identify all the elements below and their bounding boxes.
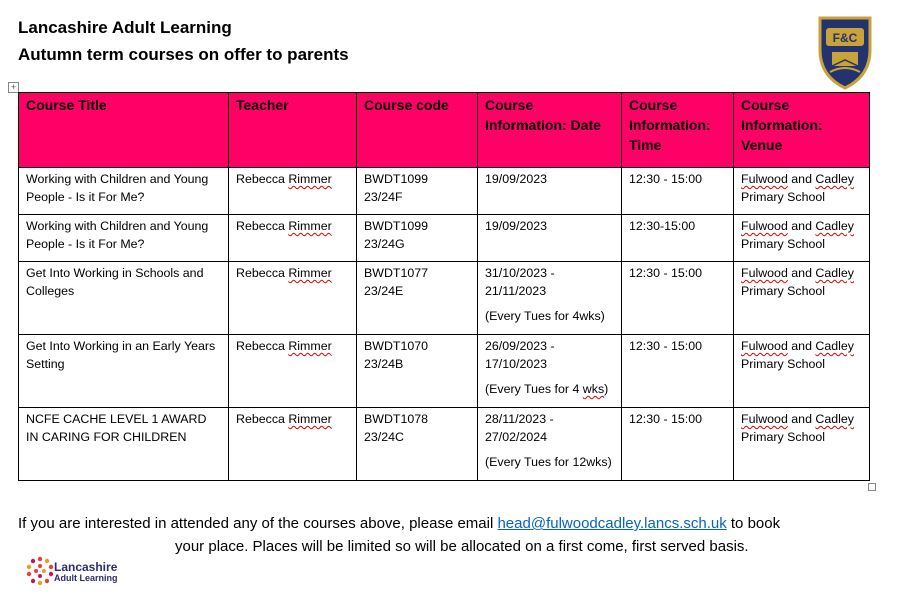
logo-wordmark (54, 562, 118, 584)
cell-course-title: Working with Children and Young People - Is it For Me? (19, 168, 229, 215)
cell-date (478, 408, 622, 481)
cell-venue (734, 215, 870, 262)
date-note-weeks: wks (582, 382, 605, 396)
table-row (19, 168, 870, 215)
venue-part: Primary School (741, 190, 826, 204)
cell-venue (734, 262, 870, 335)
document-subtitle: Autumn term courses on offer to parents (18, 45, 349, 64)
cell-course-code: BWDT1078 23/24C (357, 408, 478, 481)
cell-teacher (229, 335, 357, 408)
teacher-last-name: Rimmer (288, 219, 332, 233)
footer-note (18, 512, 884, 558)
venue-part: Cadley (815, 172, 854, 186)
cell-time: 12:30-15:00 (622, 215, 734, 262)
table-row (19, 215, 870, 262)
footer-text: to book (726, 515, 781, 532)
cell-time: 12:30 - 15:00 (622, 262, 734, 335)
cell-teacher (229, 215, 357, 262)
footer-text-line2: your place. Places will be limited so will be allocated on a first come, first served basis. (175, 538, 749, 555)
header-teacher: Teacher (229, 93, 357, 168)
venue-part: Fulwood (741, 339, 788, 353)
venue-part: Primary School (741, 237, 826, 251)
crest-lettering: F&C (832, 31, 858, 45)
cell-time: 12:30 - 15:00 (622, 168, 734, 215)
school-crest-logo (812, 14, 878, 90)
teacher-first-name: Rebecca (236, 412, 285, 426)
venue-part: Fulwood (741, 172, 788, 186)
teacher-first-name: Rebecca (236, 266, 285, 280)
cell-date (478, 215, 622, 262)
cell-course-code: BWDT1077 23/24E (357, 262, 478, 335)
venue-part: Primary School (741, 357, 826, 371)
teacher-last-name: Rimmer (288, 266, 332, 280)
date-note: (Every Tues for 12wks) (485, 455, 612, 469)
logo-line2: Adult Learning (54, 573, 118, 583)
teacher-last-name: Rimmer (288, 172, 332, 186)
venue-part: Primary School (741, 430, 826, 444)
table-header-row (19, 93, 870, 168)
header-time: Course Information: Time (622, 93, 734, 168)
venue-part: and (787, 219, 816, 233)
venue-part: Fulwood (741, 412, 788, 426)
venue-part: and (787, 339, 816, 353)
venue-part: and (787, 412, 816, 426)
header-course-title: Course Title (19, 93, 229, 168)
venue-part: Cadley (815, 412, 854, 426)
document-title: Lancashire Adult Learning (18, 18, 232, 37)
table-row (19, 408, 870, 481)
teacher-last-name: Rimmer (288, 339, 332, 353)
teacher-first-name: Rebecca (236, 339, 285, 353)
venue-part: Fulwood (741, 266, 788, 280)
cell-venue (734, 408, 870, 481)
table-row (19, 335, 870, 408)
cell-course-title: Get Into Working in Schools and Colleges (19, 262, 229, 335)
teacher-first-name: Rebecca (236, 219, 285, 233)
venue-part: Fulwood (741, 219, 788, 233)
cell-venue (734, 168, 870, 215)
table-resize-handle[interactable] (868, 483, 876, 491)
venue-part: Cadley (815, 219, 854, 233)
cell-course-code: BWDT1070 23/24B (357, 335, 478, 408)
date-range: 19/09/2023 (485, 172, 548, 186)
footer-text: If you are interested in attended any of the courses above, please email (18, 515, 498, 532)
cell-teacher (229, 168, 357, 215)
courses-table (18, 92, 870, 481)
date-note: (Every Tues for 4 wks) (485, 382, 609, 396)
header-course-code: Course code (357, 93, 478, 168)
teacher-last-name: Rimmer (288, 412, 332, 426)
date-range: 26/09/2023 - 17/10/2023 (485, 339, 555, 371)
date-note-text: (Every Tues for 4 (485, 382, 583, 396)
cell-course-code: BWDT1099 23/24G (357, 215, 478, 262)
logo-line1: Lancashire (54, 560, 118, 574)
cell-time: 12:30 - 15:00 (622, 408, 734, 481)
venue-part: and (787, 266, 816, 280)
cell-time: 12:30 - 15:00 (622, 335, 734, 408)
venue-part: Primary School (741, 284, 826, 298)
cell-teacher (229, 262, 357, 335)
header-date: Course Information: Date (478, 93, 622, 168)
date-range: 19/09/2023 (485, 219, 548, 233)
teacher-first-name: Rebecca (236, 172, 285, 186)
date-note: (Every Tues for 4wks) (485, 309, 605, 323)
cell-venue (734, 335, 870, 408)
date-range: 31/10/2023 - 21/11/2023 (485, 266, 555, 298)
cell-teacher (229, 408, 357, 481)
cell-course-title: Working with Children and Young People - Is it For Me? (19, 215, 229, 262)
cell-course-title: Get Into Working in an Early Years Setting (19, 335, 229, 408)
cell-date (478, 262, 622, 335)
venue-part: Cadley (815, 339, 854, 353)
cell-date (478, 168, 622, 215)
venue-part: Cadley (815, 266, 854, 280)
table-move-handle[interactable]: + (8, 82, 19, 93)
email-link[interactable]: head@fulwoodcadley.lancs.sch.uk (497, 515, 727, 532)
header-venue: Course Information: Venue (734, 93, 870, 168)
cell-course-title: NCFE CACHE LEVEL 1 AWARD IN CARING FOR CHILDREN (19, 408, 229, 481)
date-range: 28/11/2023 - 27/02/2024 (485, 412, 554, 444)
cell-date (478, 335, 622, 408)
venue-part: and (787, 172, 816, 186)
cell-course-code: BWDT1099 23/24F (357, 168, 478, 215)
table-row (19, 262, 870, 335)
